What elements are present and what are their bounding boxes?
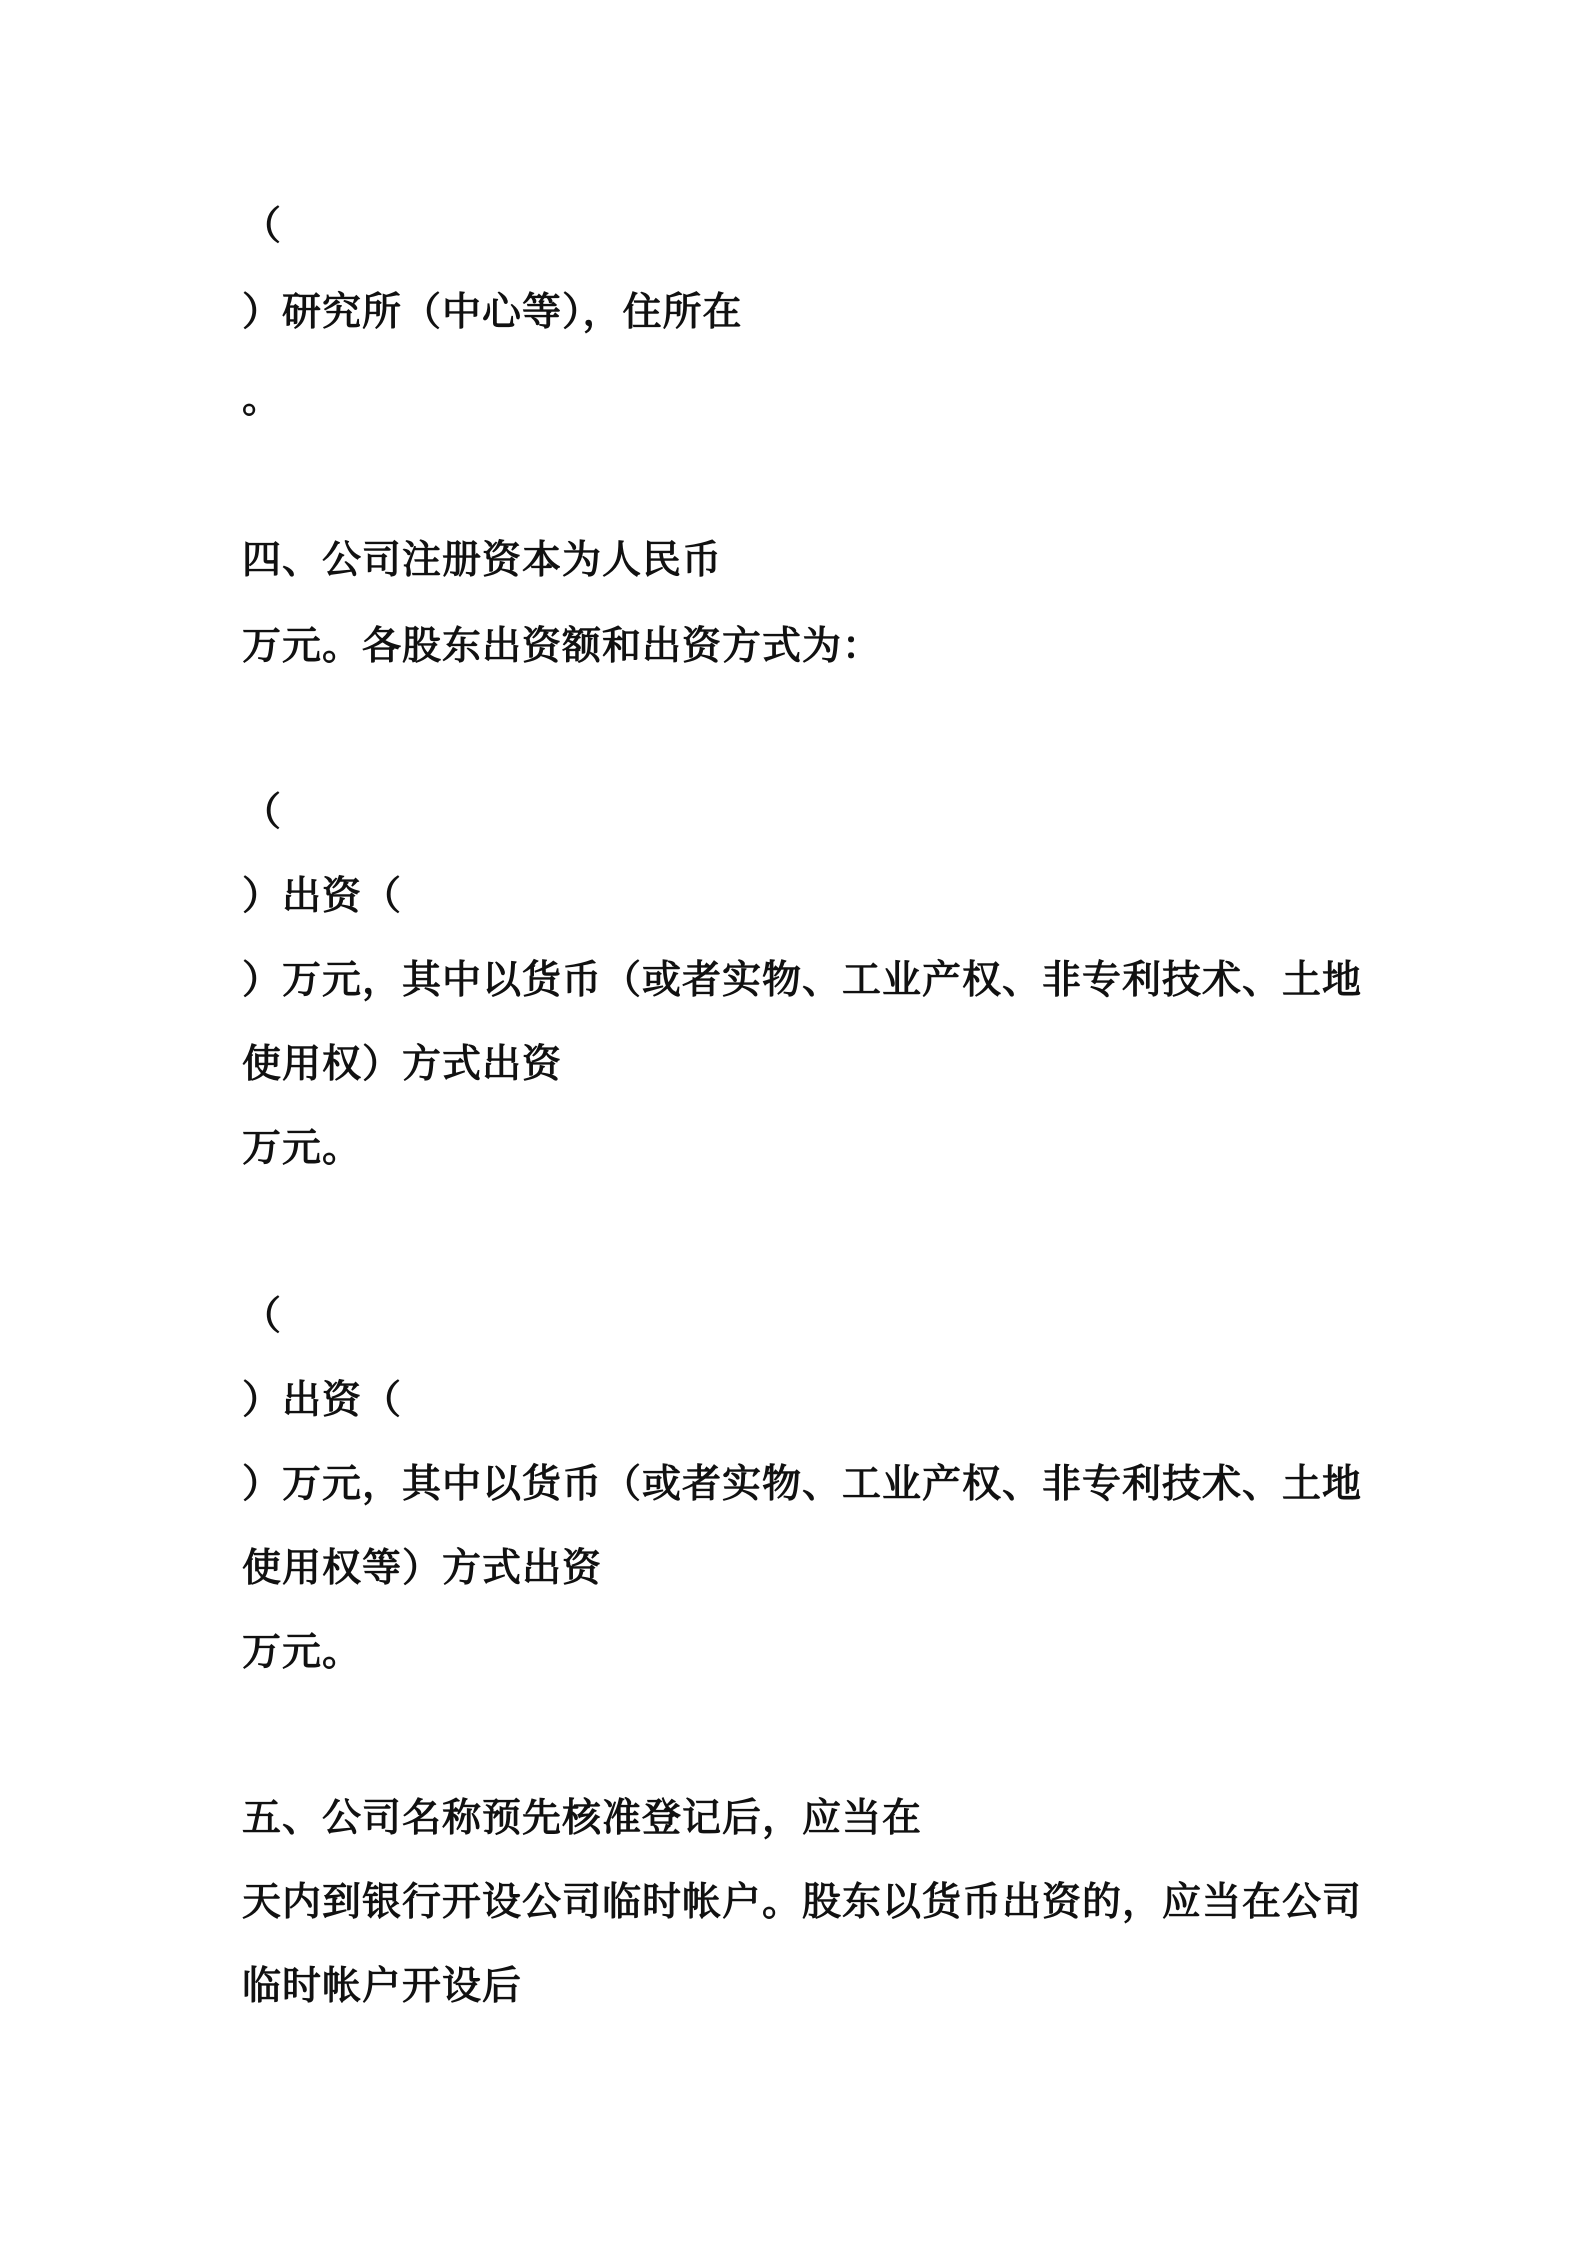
section-heading: 四、公司注册资本为人民币 [242,538,723,583]
section-heading: 五、公司名称预先核准登记后，应当在 [242,1796,923,1841]
text-line: 万元。各股东出资额和出资方式为： [242,624,883,669]
text-line: 使用权）方式出资 [242,1042,563,1087]
text-line: ）出资（ [242,1378,403,1423]
text-line: 万元。 [242,1126,363,1171]
text-line: （ [242,204,283,249]
text-line: ）出资（ [242,874,403,919]
text-line: ）万元，其中以货币（或者实物、工业产权、非专利技术、土地 [242,958,1363,1003]
text-line: 天内到银行开设公司临时帐户。股东以货币出资的，应当在公司 [242,1880,1363,1925]
text-line: ）万元，其中以货币（或者实物、工业产权、非专利技术、土地 [242,1462,1363,1507]
text-line: ）研究所（中心等），住所在 [242,290,743,335]
text-line: 使用权等）方式出资 [242,1546,603,1591]
text-line: 临时帐户开设后 [242,1964,523,2009]
text-line: 。 [242,377,283,422]
text-line: 万元。 [242,1630,363,1675]
text-line: （ [242,1294,283,1339]
text-line: （ [242,790,283,835]
